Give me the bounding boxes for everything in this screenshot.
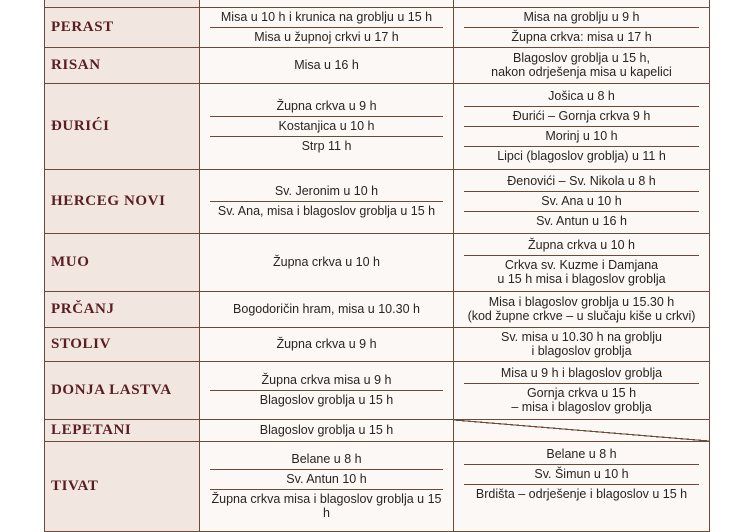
schedule-cell-day2 [454, 84, 709, 169]
schedule-entry: Morinj u 10 h [464, 126, 699, 146]
schedule-entry: Brdišta – odrješenje i blagoslov u 15 h [464, 484, 699, 504]
schedule-entry: Župna crkva u 9 h [276, 337, 377, 351]
schedule-cell-day1 [200, 420, 454, 441]
schedule-entry: Župna crkva u 10 h [272, 255, 380, 269]
schedule-cell-day1 [200, 170, 454, 233]
schedule-entry: Župna crkva u 10 h [527, 238, 635, 252]
schedule-entry: Blagoslov groblja u 15 h, nakon odrješenja misa u kapelici [491, 51, 672, 79]
schedule-cell-day2 [454, 234, 709, 291]
schedule-entry: Sv. Antun u 16 h [464, 211, 699, 231]
schedule-entry: Sv. Ana, misa i blagoslov groblja u 15 h [210, 201, 443, 221]
table-row [45, 47, 709, 83]
table-row [45, 169, 709, 233]
schedule-entry: Misa i blagoslov groblja u 15.30 h (kod župne crkve – u slučaju kiše u crkvi) [467, 295, 696, 323]
schedule-cell-day1 [200, 8, 454, 47]
schedule-entry: Župna crkva misa i blagoslov groblja u 15 h [210, 489, 443, 523]
schedule-entry: Misa u 16 h [294, 58, 359, 72]
schedule-cell-day1 [200, 84, 454, 169]
parish-name: STOLIV [45, 328, 200, 361]
schedule-entry: Župna crkva: misa u 17 h [464, 27, 699, 47]
schedule-cell-day2 [454, 8, 709, 47]
schedule-cell-day2 [454, 362, 709, 419]
table-row [45, 441, 709, 531]
table-row [45, 419, 709, 441]
parish-name: RISAN [45, 48, 200, 83]
schedule-cell-day1 [200, 292, 454, 327]
schedule-cell-day1 [200, 48, 454, 83]
schedule-cell-day1 [200, 442, 454, 531]
schedule-entry: Misa u 9 h i blagoslov groblja [500, 366, 663, 380]
schedule-entry: Strp 11 h [210, 136, 443, 156]
table-row [45, 233, 709, 291]
schedule-entry: Župna crkva misa u 9 h [261, 373, 392, 387]
table-row [45, 0, 709, 7]
schedule-entry: Belane u 8 h [546, 447, 617, 461]
schedule-entry: Bogodoričin hram, misa u 10.30 h [233, 302, 420, 316]
schedule-entry: Đurići – Gornja crkva 9 h [464, 106, 699, 126]
schedule-entry: Misa u župnoj crkvi u 17 h [210, 27, 443, 47]
table-row [45, 291, 709, 327]
table-row [45, 83, 709, 169]
schedule-entry: Đenovići – Sv. Nikola u 8 h [507, 174, 656, 188]
parish-name: DONJA LASTVA [45, 362, 200, 419]
schedule-entry: Lipci (blagoslov groblja) u 11 h [464, 146, 699, 166]
schedule-cell-day2 [454, 292, 709, 327]
schedule-cell-day2 [454, 442, 709, 531]
parish-name: HERCEG NOVI [45, 170, 200, 233]
table-row [45, 327, 709, 361]
schedule-cell-day1 [200, 362, 454, 419]
schedule-entry: Sv. Šimun u 10 h [464, 464, 699, 484]
schedule-cell-day2 [454, 328, 709, 361]
table-row [45, 361, 709, 419]
schedule-entry: Gornja crkva u 15 h – misa i blagoslov groblja [464, 383, 699, 417]
schedule-entry: Crkva sv. Kuzme i Damjana u 15 h misa i blagoslov groblja [464, 255, 699, 289]
parish-name: PRČANJ [45, 292, 200, 327]
parish-name: TIVAT [45, 442, 200, 531]
empty-cell-diagonal [454, 420, 709, 441]
schedule-entry: Sv. Ana u 10 h [464, 191, 699, 211]
schedule-entry: Jošica u 8 h [548, 89, 615, 103]
schedule-entry: Sv. misa u 10.30 h na groblju i blagoslov groblja [501, 330, 662, 358]
parish-name: ĐURIĆI [45, 84, 200, 169]
schedule-entry: Belane u 8 h [291, 452, 362, 466]
schedule-entry: Sv. Antun 10 h [210, 469, 443, 489]
schedule-cell-day1 [200, 0, 454, 7]
schedule-cell-day2 [454, 48, 709, 83]
parish-name: MUO [45, 234, 200, 291]
schedule-entry: Kostanjica u 10 h [210, 116, 443, 136]
parish-name [45, 0, 200, 7]
schedule-entry: Župna crkva u 9 h [276, 99, 377, 113]
schedule-entry: Sv. Jeronim u 10 h [274, 184, 379, 198]
table-row [45, 7, 709, 47]
schedule-cell-day2 [454, 170, 709, 233]
schedule-cell-day2 [454, 0, 709, 7]
parish-name: LEPETANI [45, 420, 200, 441]
schedule-entry: Misa na groblju u 9 h [523, 10, 640, 24]
schedule-entry: Misa u 10 h i krunica na groblju u 15 h [220, 10, 433, 24]
schedule-cell-day1 [200, 328, 454, 361]
schedule-entry: Blagoslov groblja u 15 h [210, 390, 443, 410]
schedule-table [44, 0, 710, 532]
parish-name: PERAST [45, 8, 200, 47]
schedule-entry: Blagoslov groblja u 15 h [259, 423, 394, 437]
schedule-cell-day1 [200, 234, 454, 291]
